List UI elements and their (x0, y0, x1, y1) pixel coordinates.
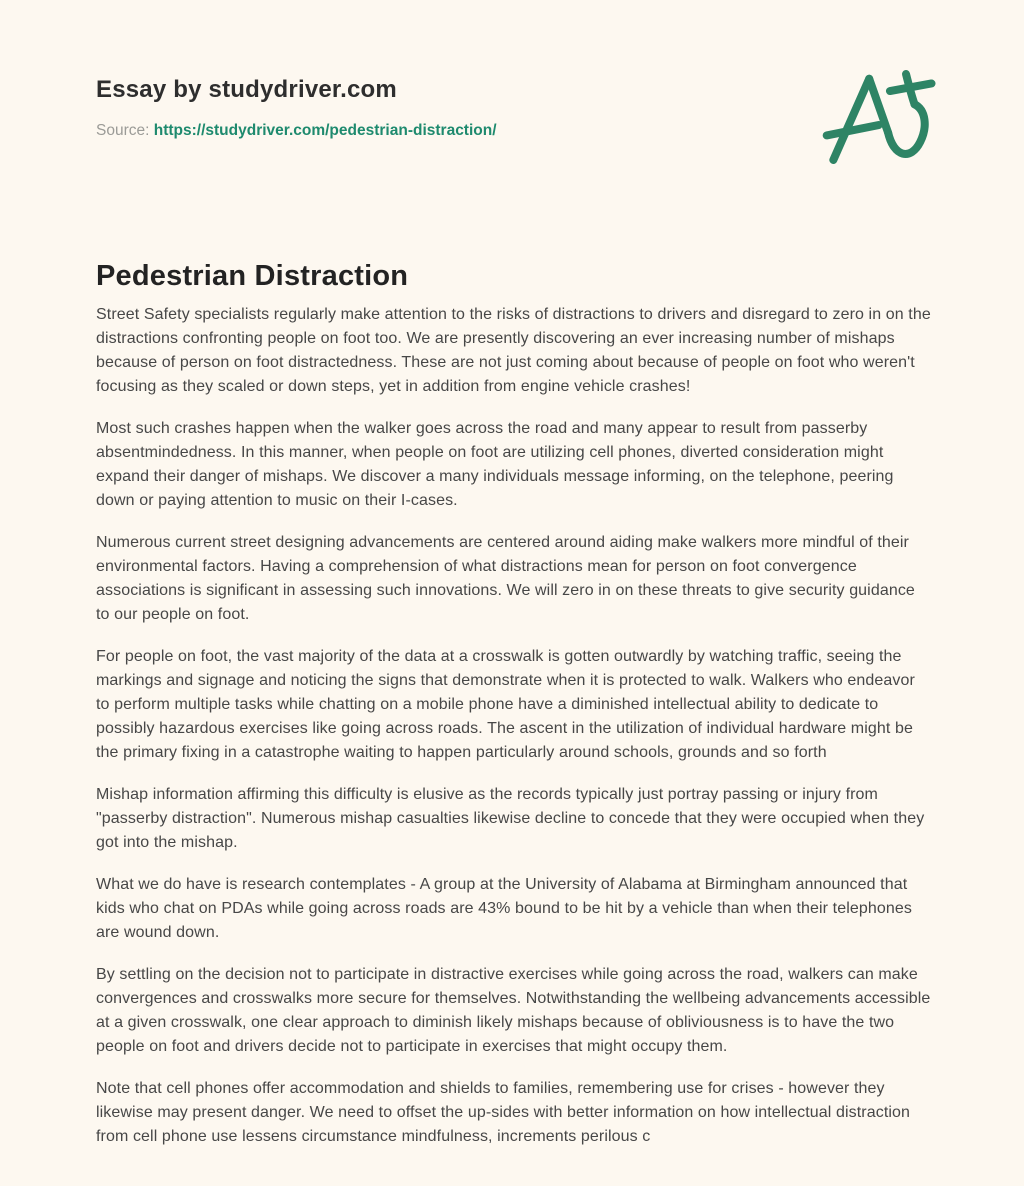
source-line (96, 122, 932, 140)
paragraph: For people on foot, the vast majority of the data at a crosswalk is gotten outwardly by watching traffic, seeing the markings and signage and noticing the signs that demonstrate when it is protected to walk. Walkers who endeavor to perform multiple tasks while chatting on a mobile phone have a diminished intellectual ability to dedicate to possibly hazardous exercises like going across roads. The ascent in the utilization of individual hardware might be the primary fixing in a catastrophe waiting to happen particularly around schools, grounds and so forth (96, 648, 915, 761)
paragraph: Numerous current street designing advancements are centered around aiding make walkers more mindful of their environmental factors. Having a comprehension of what distractions mean for person on foot convergence associations is significant in assessing such innovations. We will zero in on these threats to give security guidance to our people on foot. (96, 534, 915, 623)
doc-header-title: Essay by studydriver.com (96, 76, 397, 103)
paragraph: Note that cell phones offer accommodation and shields to families, remembering use for crises - however they likewise may present danger. We need to offset the up-sides with better information on how intellectual distraction from cell phone use lessens circumstance mindfulness, increments perilous c (96, 1080, 911, 1145)
document-content (96, 0, 932, 1167)
source-label: Source: (96, 122, 150, 139)
paragraph: Most such crashes happen when the walker goes across the road and many appear to result from passerby absentmindedness. In this manner, when people on foot are utilizing cell phones, diverted consideration might expand their danger of mishaps. We discover a many individuals message informing, on the telephone, peering down or paying attention to music on their I-cases. (96, 420, 894, 509)
source-url-link[interactable]: https://studydriver.com/pedestrian-distraction/ (153, 122, 497, 139)
article-title: Pedestrian Distraction (96, 260, 409, 292)
paragraph: Street Safety specialists regularly make attention to the risks of distractions to drivers and disregard to zero in on the distractions confronting people on foot too. We are presently discovering an ever increasing number of mishaps because of person on foot distractedness. These are not just coming about because of people on foot who weren't focusing as they scaled or down steps, yet in addition from engine vehicle crashes! (96, 306, 931, 395)
article-body (96, 303, 932, 1149)
paragraph: Mishap information affirming this difficulty is elusive as the records typically just portray passing or injury from "passerby distraction". Numerous mishap casualties likewise decline to concede that they were occupied when they got into the mishap. (96, 786, 925, 851)
paragraph: What we do have is research contemplates - A group at the University of Alabama at Birmingham announced that kids who chat on PDAs while going across roads are 43% bound to be hit by a vehicle than when their telephones are wound down. (96, 876, 912, 941)
paragraph: By settling on the decision not to participate in distractive exercises while going across the road, walkers can make convergences and crosswalks more secure for themselves. Notwithstanding the wellbeing advancements accessible at a given crosswalk, one clear approach to diminish likely mishaps because of obliviousness is to have the two people on foot and drivers decide not to participate in exercises that might occupy them. (96, 966, 931, 1055)
